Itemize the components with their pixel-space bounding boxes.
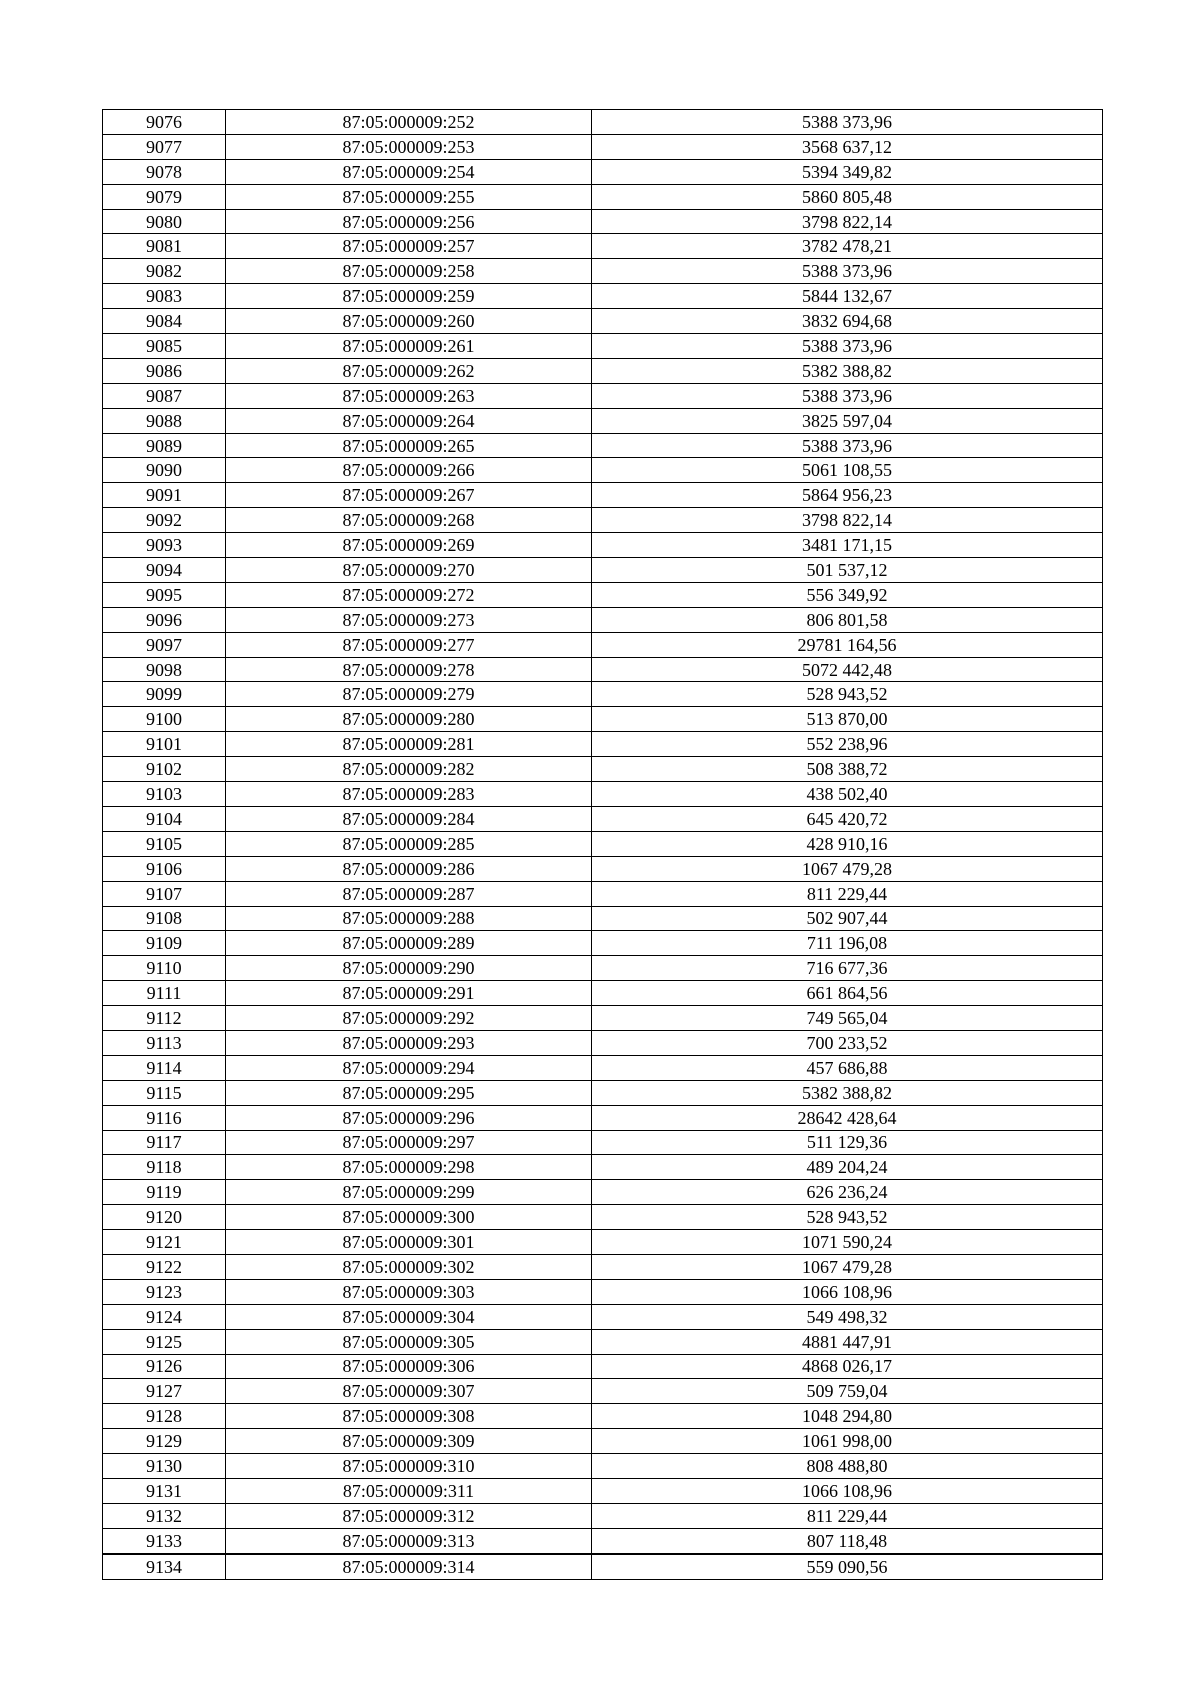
cadastral-number-cell: 87:05:000009:305	[226, 1329, 592, 1354]
cadastral-number-cell: 87:05:000009:289	[226, 931, 592, 956]
table-row	[103, 483, 1103, 508]
cadastral-number-cell: 87:05:000009:313	[226, 1528, 592, 1553]
row-number-cell: 9111	[103, 981, 226, 1006]
table-row	[103, 732, 1103, 757]
cadastral-number-cell: 87:05:000009:287	[226, 881, 592, 906]
table-row	[103, 284, 1103, 309]
row-number-cell: 9121	[103, 1230, 226, 1255]
row-number-cell: 9095	[103, 582, 226, 607]
table-row	[103, 1254, 1103, 1279]
row-number-cell: 9124	[103, 1304, 226, 1329]
row-number-cell: 9096	[103, 607, 226, 632]
cadastral-number-cell: 87:05:000009:295	[226, 1080, 592, 1105]
row-number-cell: 9114	[103, 1055, 226, 1080]
table-row	[103, 209, 1103, 234]
cadastral-number-cell: 87:05:000009:252	[226, 110, 592, 135]
table-row	[103, 1454, 1103, 1479]
row-number-cell: 9097	[103, 632, 226, 657]
row-number-cell: 9103	[103, 782, 226, 807]
cadastral-number-cell: 87:05:000009:286	[226, 856, 592, 881]
cadastral-value-cell: 811 229,44	[592, 881, 1103, 906]
cadastral-number-cell: 87:05:000009:280	[226, 707, 592, 732]
row-number-cell: 9099	[103, 682, 226, 707]
table-row	[103, 806, 1103, 831]
cadastral-number-cell: 87:05:000009:283	[226, 782, 592, 807]
row-number-cell: 9101	[103, 732, 226, 757]
cadastral-value-cell: 1048 294,80	[592, 1404, 1103, 1429]
table-row	[103, 110, 1103, 135]
table-row	[103, 184, 1103, 209]
table-row	[103, 358, 1103, 383]
cadastral-number-cell: 87:05:000009:277	[226, 632, 592, 657]
cadastral-value-cell: 438 502,40	[592, 782, 1103, 807]
table-row	[103, 334, 1103, 359]
table-row	[103, 533, 1103, 558]
row-number-cell: 9100	[103, 707, 226, 732]
table-row	[103, 309, 1103, 334]
row-number-cell: 9106	[103, 856, 226, 881]
row-number-cell: 9098	[103, 657, 226, 682]
cadastral-number-cell: 87:05:000009:309	[226, 1429, 592, 1454]
cadastral-value-cell: 811 229,44	[592, 1503, 1103, 1528]
cadastral-value-cell: 1061 998,00	[592, 1429, 1103, 1454]
cadastral-number-cell: 87:05:000009:272	[226, 582, 592, 607]
cadastral-value-cell: 5860 805,48	[592, 184, 1103, 209]
cadastral-value-cell: 5388 373,96	[592, 334, 1103, 359]
cadastral-value-cell: 3798 822,14	[592, 508, 1103, 533]
row-number-cell: 9093	[103, 533, 226, 558]
table-row	[103, 1105, 1103, 1130]
row-number-cell: 9110	[103, 956, 226, 981]
cadastral-value-cell: 3832 694,68	[592, 309, 1103, 334]
cadastral-number-cell: 87:05:000009:282	[226, 757, 592, 782]
table-row	[103, 632, 1103, 657]
cadastral-value-cell: 489 204,24	[592, 1155, 1103, 1180]
cadastral-value-cell: 5864 956,23	[592, 483, 1103, 508]
cadastral-value-cell: 807 118,48	[592, 1528, 1103, 1553]
cadastral-number-cell: 87:05:000009:300	[226, 1205, 592, 1230]
row-number-cell: 9076	[103, 110, 226, 135]
cadastral-number-cell: 87:05:000009:292	[226, 1006, 592, 1031]
cadastral-number-cell: 87:05:000009:307	[226, 1379, 592, 1404]
cadastral-number-cell: 87:05:000009:279	[226, 682, 592, 707]
cadastral-number-cell: 87:05:000009:257	[226, 234, 592, 259]
cadastral-value-cell: 4868 026,17	[592, 1354, 1103, 1379]
table-row	[103, 881, 1103, 906]
cadastral-value-cell: 1066 108,96	[592, 1478, 1103, 1503]
table-row	[103, 1230, 1103, 1255]
row-number-cell: 9107	[103, 881, 226, 906]
cadastral-number-cell: 87:05:000009:310	[226, 1454, 592, 1479]
table-body	[103, 110, 1103, 1580]
table-row	[103, 1030, 1103, 1055]
row-number-cell: 9112	[103, 1006, 226, 1031]
cadastral-number-cell: 87:05:000009:308	[226, 1404, 592, 1429]
table-row	[103, 1554, 1103, 1579]
table-row	[103, 1080, 1103, 1105]
row-number-cell: 9086	[103, 358, 226, 383]
row-number-cell: 9122	[103, 1254, 226, 1279]
cadastral-value-cell: 5382 388,82	[592, 358, 1103, 383]
cadastral-number-cell: 87:05:000009:297	[226, 1130, 592, 1155]
row-number-cell: 9115	[103, 1080, 226, 1105]
cadastral-number-cell: 87:05:000009:266	[226, 458, 592, 483]
row-number-cell: 9081	[103, 234, 226, 259]
cadastral-value-cell: 501 537,12	[592, 558, 1103, 583]
cadastral-value-cell: 528 943,52	[592, 682, 1103, 707]
cadastral-value-cell: 528 943,52	[592, 1205, 1103, 1230]
cadastral-value-cell: 502 907,44	[592, 906, 1103, 931]
table-row	[103, 134, 1103, 159]
table-row	[103, 383, 1103, 408]
cadastral-value-cell: 1066 108,96	[592, 1279, 1103, 1304]
table-row	[103, 408, 1103, 433]
cadastral-number-cell: 87:05:000009:299	[226, 1180, 592, 1205]
row-number-cell: 9123	[103, 1279, 226, 1304]
cadastral-value-cell: 509 759,04	[592, 1379, 1103, 1404]
table-row	[103, 558, 1103, 583]
cadastral-value-cell: 549 498,32	[592, 1304, 1103, 1329]
row-number-cell: 9091	[103, 483, 226, 508]
cadastral-value-cell: 3825 597,04	[592, 408, 1103, 433]
cadastral-value-cell: 1071 590,24	[592, 1230, 1103, 1255]
cadastral-value-cell: 711 196,08	[592, 931, 1103, 956]
cadastral-number-cell: 87:05:000009:291	[226, 981, 592, 1006]
cadastral-value-cell: 806 801,58	[592, 607, 1103, 632]
table-row	[103, 582, 1103, 607]
cadastral-value-cell: 5388 373,96	[592, 433, 1103, 458]
row-number-cell: 9131	[103, 1478, 226, 1503]
cadastral-number-cell: 87:05:000009:290	[226, 956, 592, 981]
row-number-cell: 9092	[103, 508, 226, 533]
cadastral-value-cell: 661 864,56	[592, 981, 1103, 1006]
cadastral-number-cell: 87:05:000009:281	[226, 732, 592, 757]
cadastral-value-cell: 626 236,24	[592, 1180, 1103, 1205]
row-number-cell: 9094	[103, 558, 226, 583]
table-row	[103, 707, 1103, 732]
row-number-cell: 9089	[103, 433, 226, 458]
table-row	[103, 1429, 1103, 1454]
row-number-cell: 9088	[103, 408, 226, 433]
cadastral-value-table	[102, 109, 1103, 1580]
table-row	[103, 159, 1103, 184]
row-number-cell: 9126	[103, 1354, 226, 1379]
row-number-cell: 9108	[103, 906, 226, 931]
cadastral-value-cell: 511 129,36	[592, 1130, 1103, 1155]
row-number-cell: 9133	[103, 1528, 226, 1553]
row-number-cell: 9087	[103, 383, 226, 408]
cadastral-number-cell: 87:05:000009:264	[226, 408, 592, 433]
table-row	[103, 1503, 1103, 1528]
cadastral-number-cell: 87:05:000009:254	[226, 159, 592, 184]
cadastral-value-cell: 5072 442,48	[592, 657, 1103, 682]
cadastral-number-cell: 87:05:000009:312	[226, 1503, 592, 1528]
cadastral-value-cell: 5388 373,96	[592, 259, 1103, 284]
cadastral-value-cell: 645 420,72	[592, 806, 1103, 831]
table-row	[103, 458, 1103, 483]
table-row	[103, 831, 1103, 856]
cadastral-value-cell: 3798 822,14	[592, 209, 1103, 234]
row-number-cell: 9080	[103, 209, 226, 234]
cadastral-number-cell: 87:05:000009:311	[226, 1478, 592, 1503]
cadastral-number-cell: 87:05:000009:263	[226, 383, 592, 408]
cadastral-value-cell: 1067 479,28	[592, 1254, 1103, 1279]
cadastral-number-cell: 87:05:000009:270	[226, 558, 592, 583]
row-number-cell: 9134	[103, 1554, 226, 1579]
cadastral-value-cell: 716 677,36	[592, 956, 1103, 981]
cadastral-number-cell: 87:05:000009:267	[226, 483, 592, 508]
row-number-cell: 9132	[103, 1503, 226, 1528]
cadastral-number-cell: 87:05:000009:256	[226, 209, 592, 234]
table-row	[103, 956, 1103, 981]
table-row	[103, 1304, 1103, 1329]
row-number-cell: 9128	[103, 1404, 226, 1429]
table-row	[103, 1354, 1103, 1379]
cadastral-value-cell: 457 686,88	[592, 1055, 1103, 1080]
table-row	[103, 782, 1103, 807]
cadastral-value-cell: 513 870,00	[592, 707, 1103, 732]
cadastral-number-cell: 87:05:000009:265	[226, 433, 592, 458]
cadastral-value-cell: 4881 447,91	[592, 1329, 1103, 1354]
row-number-cell: 9090	[103, 458, 226, 483]
table-row	[103, 906, 1103, 931]
cadastral-value-cell: 5382 388,82	[592, 1080, 1103, 1105]
table-row	[103, 757, 1103, 782]
cadastral-value-cell: 552 238,96	[592, 732, 1103, 757]
row-number-cell: 9105	[103, 831, 226, 856]
cadastral-number-cell: 87:05:000009:260	[226, 309, 592, 334]
cadastral-number-cell: 87:05:000009:255	[226, 184, 592, 209]
table-row	[103, 856, 1103, 881]
row-number-cell: 9118	[103, 1155, 226, 1180]
row-number-cell: 9083	[103, 284, 226, 309]
table-row	[103, 1329, 1103, 1354]
cadastral-value-cell: 3568 637,12	[592, 134, 1103, 159]
row-number-cell: 9120	[103, 1205, 226, 1230]
cadastral-number-cell: 87:05:000009:296	[226, 1105, 592, 1130]
row-number-cell: 9116	[103, 1105, 226, 1130]
table-row	[103, 433, 1103, 458]
cadastral-value-cell: 5388 373,96	[592, 383, 1103, 408]
table-row	[103, 1379, 1103, 1404]
table-row	[103, 981, 1103, 1006]
row-number-cell: 9113	[103, 1030, 226, 1055]
cadastral-value-cell: 700 233,52	[592, 1030, 1103, 1055]
cadastral-number-cell: 87:05:000009:288	[226, 906, 592, 931]
row-number-cell: 9127	[103, 1379, 226, 1404]
row-number-cell: 9119	[103, 1180, 226, 1205]
row-number-cell: 9078	[103, 159, 226, 184]
cadastral-number-cell: 87:05:000009:268	[226, 508, 592, 533]
table-row	[103, 259, 1103, 284]
row-number-cell: 9085	[103, 334, 226, 359]
row-number-cell: 9109	[103, 931, 226, 956]
cadastral-number-cell: 87:05:000009:294	[226, 1055, 592, 1080]
cadastral-value-cell: 5388 373,96	[592, 110, 1103, 135]
cadastral-number-cell: 87:05:000009:259	[226, 284, 592, 309]
row-number-cell: 9102	[103, 757, 226, 782]
cadastral-value-cell: 808 488,80	[592, 1454, 1103, 1479]
cadastral-value-cell: 29781 164,56	[592, 632, 1103, 657]
cadastral-number-cell: 87:05:000009:293	[226, 1030, 592, 1055]
cadastral-value-cell: 28642 428,64	[592, 1105, 1103, 1130]
row-number-cell: 9084	[103, 309, 226, 334]
cadastral-value-cell: 559 090,56	[592, 1554, 1103, 1579]
table-row	[103, 931, 1103, 956]
table-row	[103, 234, 1103, 259]
cadastral-number-cell: 87:05:000009:273	[226, 607, 592, 632]
row-number-cell: 9130	[103, 1454, 226, 1479]
table-row	[103, 1130, 1103, 1155]
cadastral-number-cell: 87:05:000009:284	[226, 806, 592, 831]
table-row	[103, 1055, 1103, 1080]
row-number-cell: 9129	[103, 1429, 226, 1454]
cadastral-number-cell: 87:05:000009:262	[226, 358, 592, 383]
cadastral-value-cell: 5061 108,55	[592, 458, 1103, 483]
cadastral-number-cell: 87:05:000009:258	[226, 259, 592, 284]
row-number-cell: 9079	[103, 184, 226, 209]
cadastral-number-cell: 87:05:000009:314	[226, 1554, 592, 1579]
table-row	[103, 1528, 1103, 1553]
cadastral-value-cell: 1067 479,28	[592, 856, 1103, 881]
table-row	[103, 1205, 1103, 1230]
cadastral-number-cell: 87:05:000009:306	[226, 1354, 592, 1379]
row-number-cell: 9125	[103, 1329, 226, 1354]
cadastral-number-cell: 87:05:000009:285	[226, 831, 592, 856]
cadastral-value-cell: 5844 132,67	[592, 284, 1103, 309]
cadastral-number-cell: 87:05:000009:301	[226, 1230, 592, 1255]
cadastral-number-cell: 87:05:000009:278	[226, 657, 592, 682]
table-row	[103, 508, 1103, 533]
table-row	[103, 1155, 1103, 1180]
table-row	[103, 1478, 1103, 1503]
cadastral-number-cell: 87:05:000009:269	[226, 533, 592, 558]
row-number-cell: 9082	[103, 259, 226, 284]
cadastral-number-cell: 87:05:000009:302	[226, 1254, 592, 1279]
table-row	[103, 1279, 1103, 1304]
cadastral-value-cell: 508 388,72	[592, 757, 1103, 782]
table-row	[103, 657, 1103, 682]
row-number-cell: 9104	[103, 806, 226, 831]
table-row	[103, 1180, 1103, 1205]
cadastral-number-cell: 87:05:000009:261	[226, 334, 592, 359]
cadastral-value-cell: 3782 478,21	[592, 234, 1103, 259]
cadastral-value-cell: 3481 171,15	[592, 533, 1103, 558]
cadastral-value-cell: 749 565,04	[592, 1006, 1103, 1031]
cadastral-value-cell: 556 349,92	[592, 582, 1103, 607]
table-row	[103, 607, 1103, 632]
cadastral-value-cell: 5394 349,82	[592, 159, 1103, 184]
row-number-cell: 9077	[103, 134, 226, 159]
row-number-cell: 9117	[103, 1130, 226, 1155]
cadastral-number-cell: 87:05:000009:253	[226, 134, 592, 159]
cadastral-number-cell: 87:05:000009:303	[226, 1279, 592, 1304]
table-row	[103, 1404, 1103, 1429]
cadastral-number-cell: 87:05:000009:304	[226, 1304, 592, 1329]
cadastral-number-cell: 87:05:000009:298	[226, 1155, 592, 1180]
table-row	[103, 682, 1103, 707]
table-row	[103, 1006, 1103, 1031]
cadastral-value-cell: 428 910,16	[592, 831, 1103, 856]
